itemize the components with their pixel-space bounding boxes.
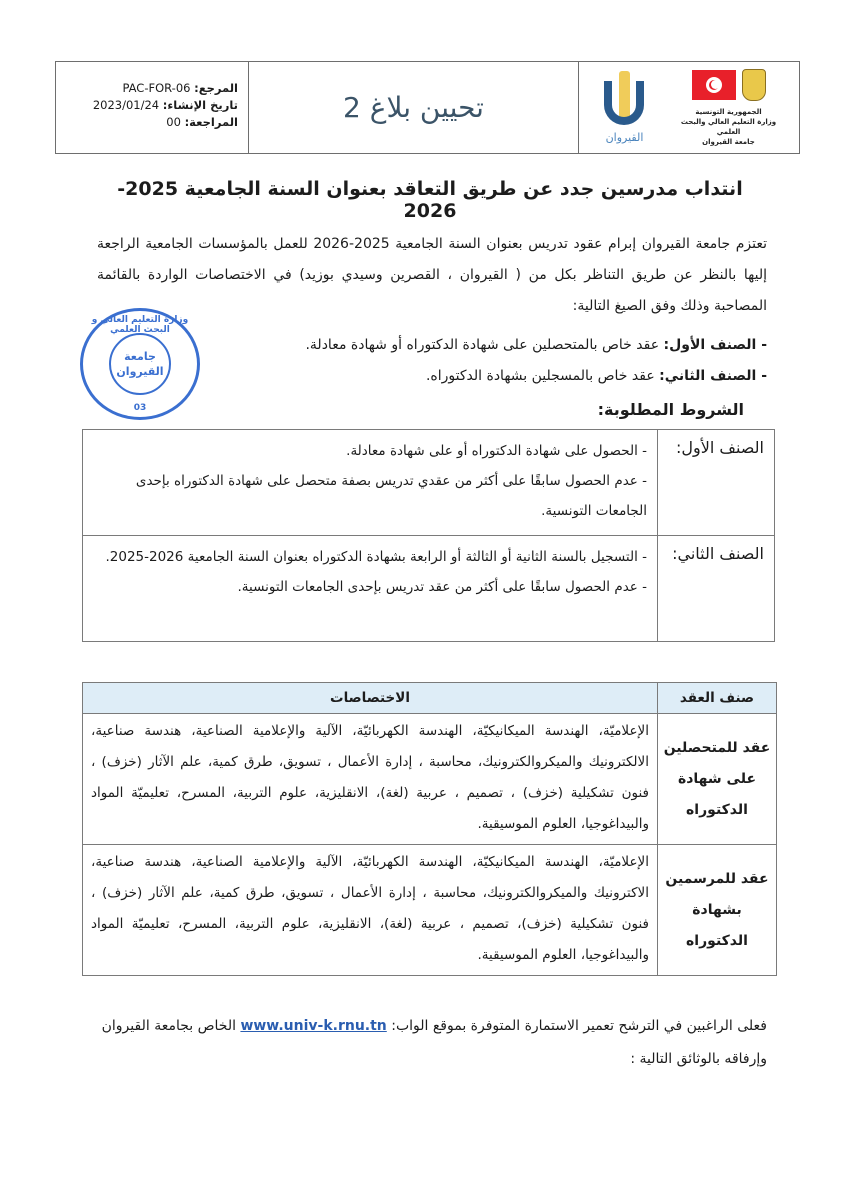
reference-line: المرجع: PAC-FOR-06	[122, 81, 238, 95]
document-header	[55, 61, 800, 154]
condition-items: - الحصول على شهادة الدكتوراه أو على شهادة معادلة. - عدم الحصول سابقًا على أكثر من عقدي تدريس بصفة متحصل على شهادة الدكتوراه بإحدى الجامعات التونسية.	[83, 430, 658, 536]
contract-type-cell: عقد للمتحصلين على شهادة الدكتوراه	[658, 714, 777, 845]
main-title: انتداب مدرسين جدد عن طريق التعاقد بعنوان السنة الجامعية 2025- 2026	[117, 178, 743, 222]
created-date-line: تاريخ الإنشاء: 2023/01/24	[92, 98, 238, 112]
stamp-ring-text: وزارة التعليم العالي و البحث العلمي	[91, 315, 189, 335]
specialties-cell: الإعلاميّة، الهندسة الميكانيكيّة، الهندسة الكهربائيّة، الآلية والإعلامية الصناعية، هندسة صناعية، الاكترونيك والميكروالكترونيك، محاسبة ، إدارة الأعمال ، تسويق، طرق كمية، علم الآثار (خزف) ، فنون تشكيلية (خزف)، تصميم ، عربية (لغة)، الانقليزية، علوم التربية، المسرح، تعليميّة المواد والبيداغوجيا، العلوم الموسيقية.	[83, 845, 658, 976]
government-emblem-block	[674, 69, 784, 147]
specialties-cell: الإعلاميّة، الهندسة الميكانيكيّة، الهندسة الكهربائيّة، الآلية والإعلامية الصناعية، هندسة صناعية، الالكترونيك والميكروالكترونيك، محاسبة ، إدارة الأعمال ، تسويق، طرق كمية، علم الآثار (خزف) ، فنون تشكيلية (خزف) ، تصميم ، عربية (لغة)، الانقليزية، علوم التربية، المسرح، تعليميّة المواد والبيداغوجيا، العلوم الموسيقية.	[83, 714, 658, 845]
column-header: صنف العقد	[658, 683, 777, 714]
condition-items: - التسجيل بالسنة الثانية أو الثالثة أو الرابعة بشهادة الدكتوراه بعنوان السنة الجامعية 2026-2025. - عدم الحصول سابقًا على أكثر من عقد تدريس بإحدى الجامعات التونسية.	[83, 536, 658, 642]
table-row	[83, 714, 777, 845]
conditions-table	[82, 429, 775, 642]
table-row	[83, 536, 775, 642]
website-link[interactable]: www.univ-k.rnu.tn	[240, 1018, 387, 1034]
reference-code: PAC-FOR-06	[122, 81, 191, 95]
coat-of-arms-icon	[742, 69, 766, 101]
specialties-table	[82, 682, 777, 976]
stamp-center: جامعة القيروان	[109, 333, 171, 395]
header-title: تحيين بلاغ 2	[249, 62, 579, 153]
table-header-row	[83, 683, 777, 714]
tunisia-flag-icon	[692, 70, 736, 100]
application-instructions: فعلى الراغبين في الترشح تعمير الاستمارة المتوفرة بموقع الواب: www.univ-k.rnu.tn الخاص بجامعة القيروان وإرفاقه بالوثائق التالية :	[101, 1018, 767, 1067]
official-stamp	[80, 308, 200, 420]
revision-line: المراجعة: 00	[166, 115, 238, 129]
created-date: 2023/01/24	[92, 98, 160, 112]
u-emblem-icon	[604, 81, 644, 125]
document-reference-block	[56, 62, 249, 153]
contract-type-item: - الصنف الأول: عقد خاص بالمتحصلين على شهادة الدكتوراه أو شهادة معادلة.	[305, 337, 767, 353]
government-text: الجمهورية التونسية وزارة التعليم العالي والبحث العلمي جامعة القيروان	[680, 107, 777, 146]
contract-type-item: - الصنف الثاني: عقد خاص بالمسجلين بشهادة الدكتوراه.	[425, 368, 767, 384]
university-logo: القيروان	[595, 65, 655, 150]
table-row	[83, 430, 775, 536]
condition-category: الصنف الثاني:	[658, 536, 775, 642]
column-header: الاختصاصات	[83, 683, 658, 714]
intro-paragraph: تعتزم جامعة القيروان إبرام عقود تدريس بعنوان السنة الجامعية 2025-2026 للعمل بالمؤسسات الجامعية الراجعة إليها بالنظر عن طريق التناظر بكل من ( القيروان ، القصرين وسيدي بوزيد) في الاختصاصات الواردة بالقائمة المصاحبة وذلك وفق الصيغ التالية:	[97, 236, 767, 314]
revision-number: 00	[166, 115, 181, 129]
conditions-heading: الشروط المطلوبة:	[597, 400, 744, 419]
table-row	[83, 845, 777, 976]
contract-type-cell: عقد للمرسمين بشهادة الدكتوراه	[658, 845, 777, 976]
contract-types-list	[207, 330, 767, 392]
stamp-number: 03	[133, 403, 147, 413]
header-logos	[579, 62, 799, 153]
condition-category: الصنف الأول:	[658, 430, 775, 536]
